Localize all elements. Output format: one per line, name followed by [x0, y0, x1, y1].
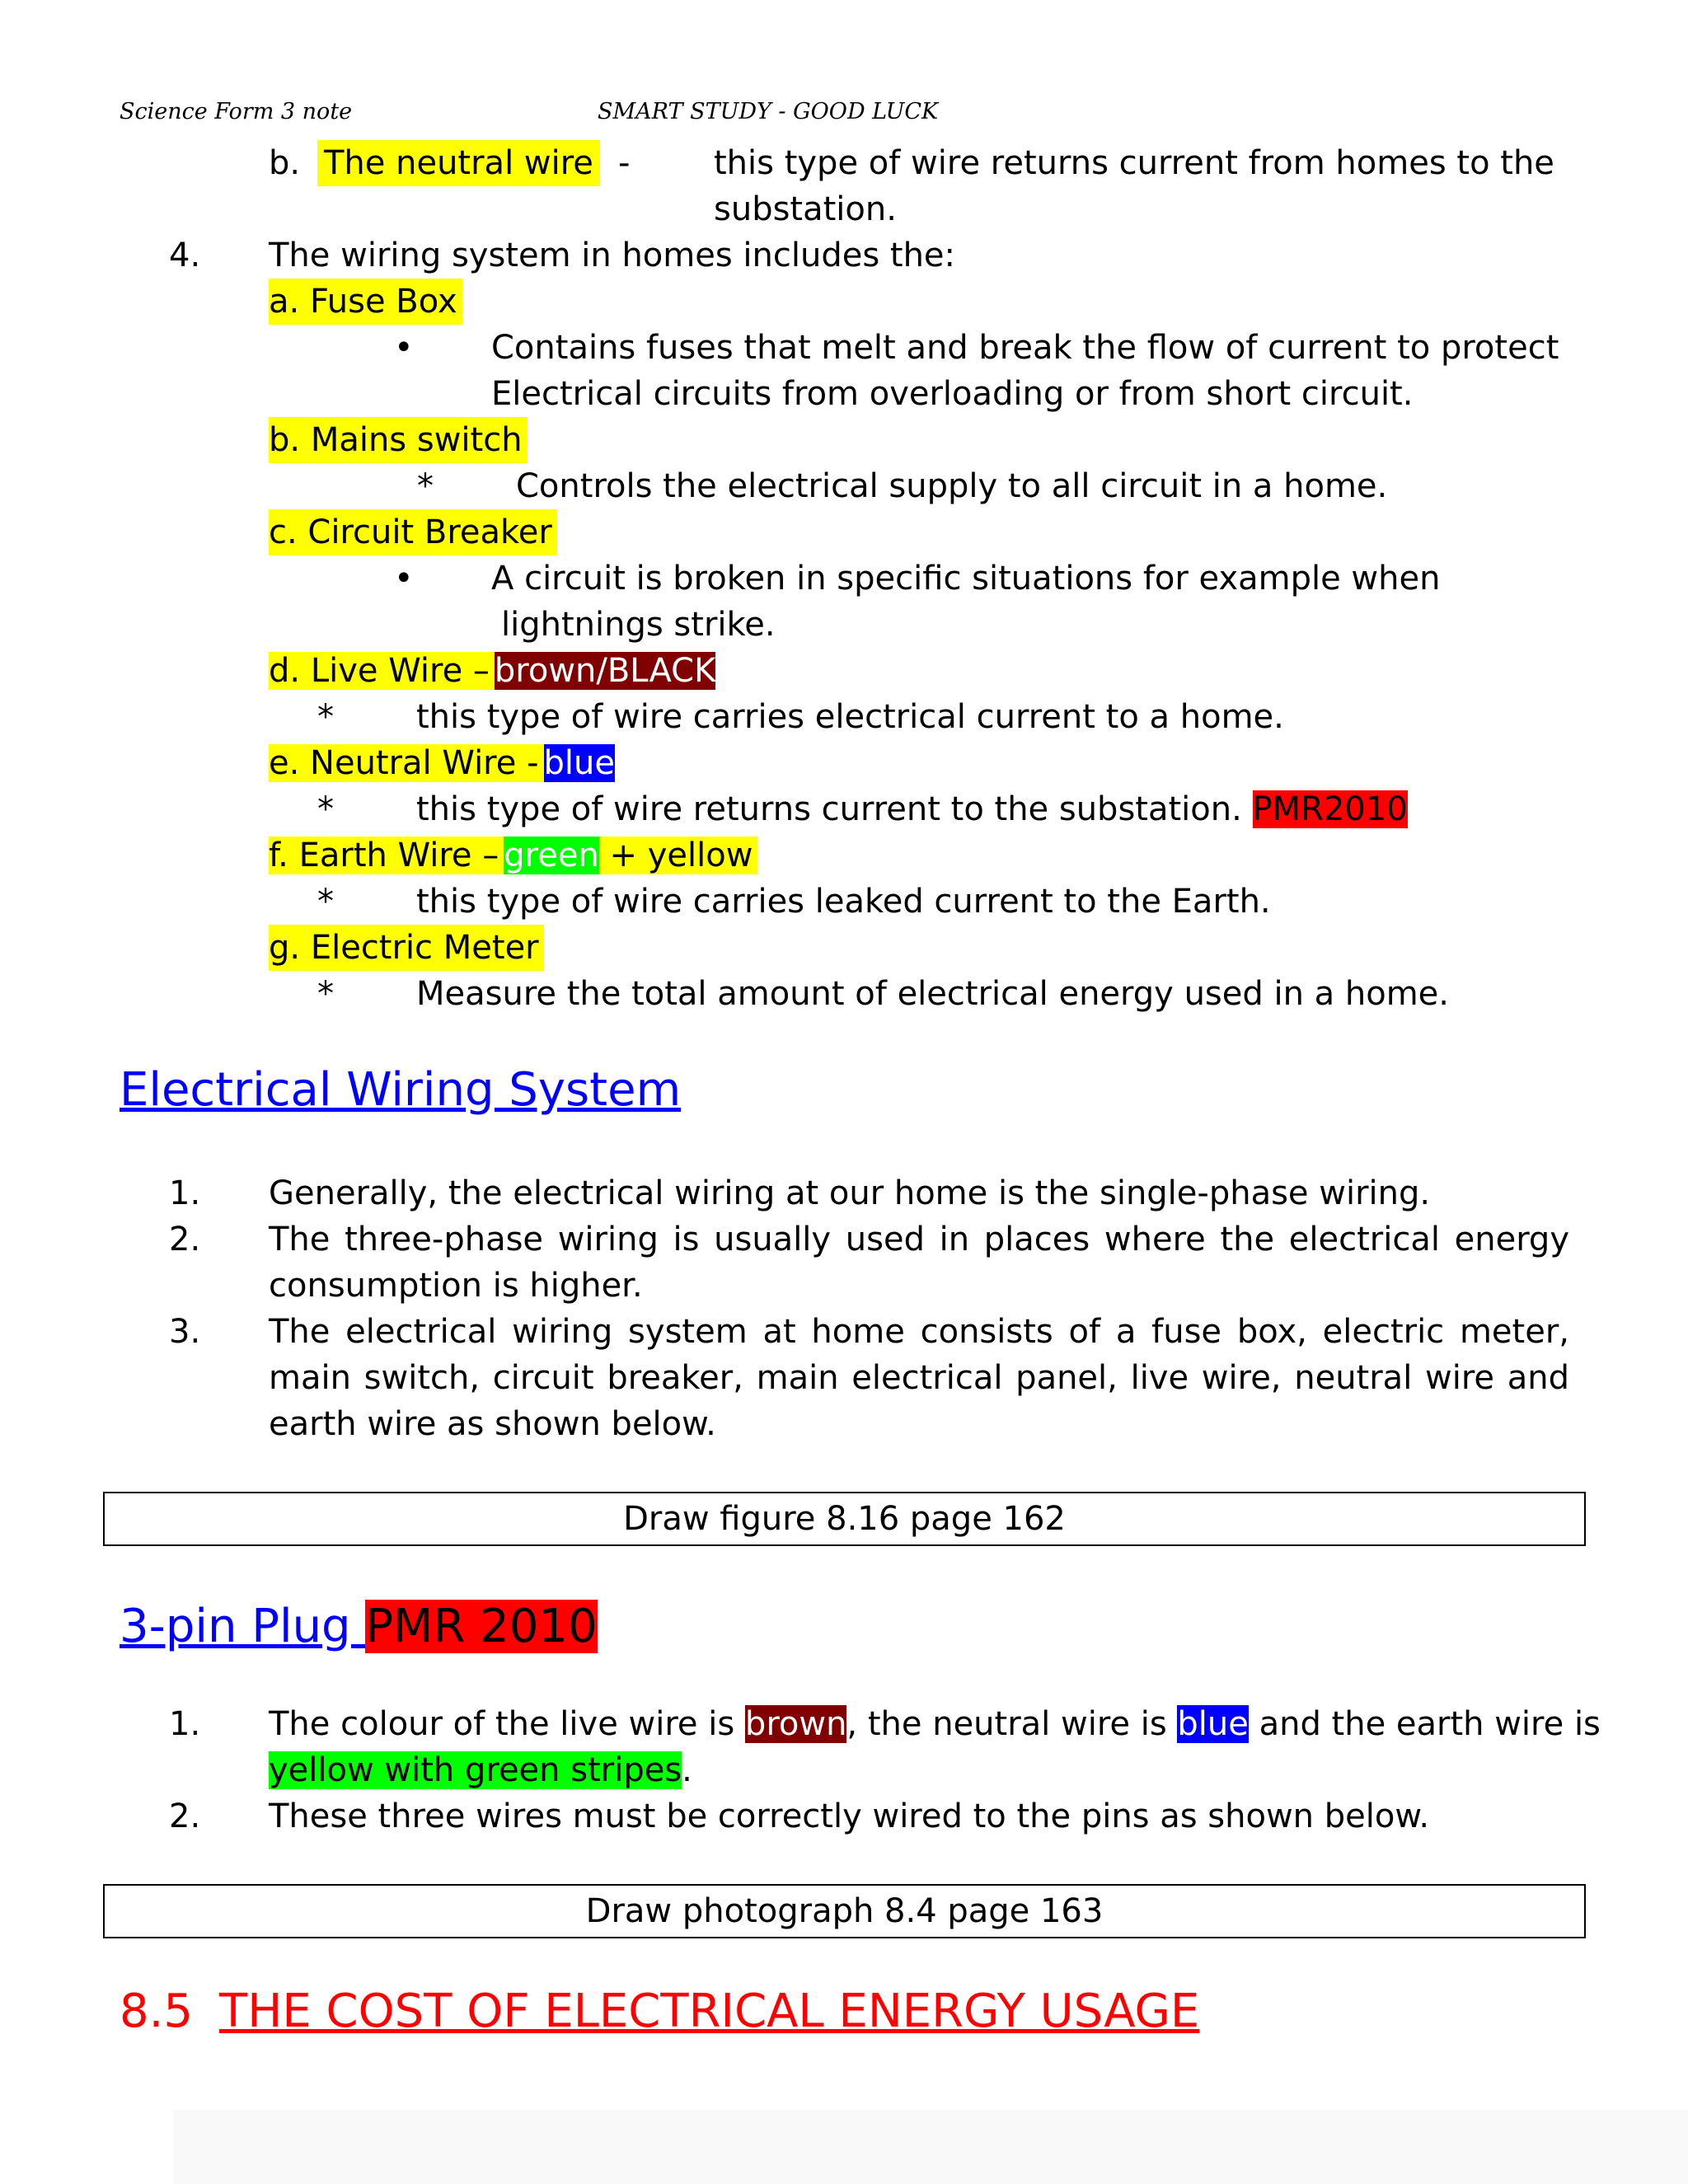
neutral-wire-desc: this type of wire returns current to the substation.	[416, 790, 1242, 828]
live-wire-desc: this type of wire carries electrical current to a home.	[416, 698, 1284, 736]
wiring-item-2-number: 2.	[169, 1221, 201, 1258]
plug-item-1-part-b: , the neutral wire is	[846, 1705, 1178, 1743]
plug-brown-highlight: brown	[744, 1705, 847, 1743]
fuse-box-desc-line2: Electrical circuits from overloading or from short circuit.	[491, 375, 1414, 413]
pmr2010-tag: PMR2010	[1252, 790, 1408, 828]
electric-meter-desc: Measure the total amount of electrical energy used in a home.	[416, 975, 1449, 1013]
plug-pmr-tag: PMR 2010	[365, 1600, 598, 1653]
live-wire-colour: brown/BLACK	[494, 652, 716, 690]
neutral-wire-label: e. Neutral Wire -	[269, 744, 544, 782]
earth-wire-desc: this type of wire carries leaked current to the Earth.	[416, 883, 1271, 921]
earth-wire-colour-yellow: + yellow	[599, 837, 758, 874]
item-b-text-line1: this type of wire returns current from homes to the	[714, 144, 1554, 182]
plug-item-1-part-c: and the earth wire is	[1248, 1705, 1601, 1743]
item-b-text-line2: substation.	[714, 190, 897, 228]
wiring-item-2-text: The three-phase wiring is usually used in places where the electrical energy consumption is higher.	[269, 1221, 1569, 1305]
plug-green-highlight: yellow with green stripes	[269, 1751, 682, 1789]
fuse-box-desc-line1: Contains fuses that melt and break the flow of current to protect	[491, 329, 1559, 367]
wiring-item-1-number: 1.	[169, 1174, 201, 1212]
page-bottom-shade	[173, 2110, 1688, 2184]
item-4-number: 4.	[169, 237, 201, 274]
live-wire-star: *	[317, 698, 334, 736]
circuit-breaker-desc-line1: A circuit is broken in specific situations for example when	[491, 560, 1441, 598]
wiring-item-3-text: The electrical wiring system at home consists of a fuse box, electric meter, main switch, circuit breaker, main electrical panel, live wire, neutral wire and earth wire as shown below.	[269, 1313, 1569, 1443]
item-b-label: b.	[269, 144, 301, 182]
electric-meter-label: g. Electric Meter	[269, 925, 544, 971]
plug-item-2-number: 2.	[169, 1797, 201, 1835]
circuit-breaker-desc-line2: lightnings strike.	[501, 606, 776, 644]
plug-section-heading-line	[120, 1594, 598, 1660]
header-left: Science Form 3 note	[120, 99, 353, 124]
plug-item-1-line2	[269, 1747, 692, 1793]
plug-item-1-part-a: The colour of the live wire is	[269, 1705, 745, 1743]
item-4-text: The wiring system in homes includes the:	[269, 237, 956, 274]
wiring-item-1-text: Generally, the electrical wiring at our home is the single-phase wiring.	[269, 1174, 1431, 1212]
photograph-placeholder-box: Draw photograph 8.4 page 163	[103, 1884, 1586, 1938]
neutral-wire-line	[269, 740, 615, 786]
fuse-box-label: a. Fuse Box	[269, 279, 462, 325]
neutral-wire-term: The neutral wire	[317, 140, 600, 186]
neutral-wire-desc-line	[416, 786, 1408, 832]
neutral-wire-star: *	[317, 790, 334, 828]
live-wire-label: d. Live Wire –	[269, 652, 495, 690]
neutral-wire-colour: blue	[543, 744, 615, 782]
earth-wire-colour-green: green	[504, 837, 599, 874]
circuit-breaker-bullet: •	[394, 560, 414, 598]
circuit-breaker-label: c. Circuit Breaker	[269, 509, 557, 555]
cost-section-number: 8.5	[120, 1985, 194, 2038]
live-wire-line	[269, 648, 715, 694]
plug-item-1-end: .	[682, 1751, 692, 1789]
mains-switch-label: b. Mains switch	[269, 417, 528, 463]
electric-meter-star: *	[317, 975, 334, 1013]
wiring-item-3-number: 3.	[169, 1313, 201, 1351]
plug-item-1-line1	[269, 1701, 1601, 1747]
figure-placeholder-box: Draw figure 8.16 page 162	[103, 1492, 1586, 1546]
earth-wire-star: *	[317, 883, 334, 921]
mains-switch-star: *	[417, 467, 434, 505]
fuse-box-bullet: •	[394, 329, 414, 367]
mains-switch-desc: Controls the electrical supply to all circuit in a home.	[516, 467, 1388, 505]
earth-wire-line	[269, 832, 757, 879]
header-center: SMART STUDY - GOOD LUCK	[598, 99, 939, 124]
earth-wire-label: f. Earth Wire –	[269, 837, 504, 874]
item-b-dash: -	[618, 144, 631, 182]
plug-item-2-text: These three wires must be correctly wired to the pins as shown below.	[269, 1797, 1430, 1835]
wiring-section-heading: Electrical Wiring System	[120, 1063, 682, 1117]
cost-section-heading: THE COST OF ELECTRICAL ENERGY USAGE	[219, 1985, 1200, 2038]
plug-section-heading: 3-pin Plug	[120, 1600, 366, 1653]
plug-item-1-number: 1.	[169, 1705, 201, 1743]
plug-blue-highlight: blue	[1177, 1705, 1249, 1743]
